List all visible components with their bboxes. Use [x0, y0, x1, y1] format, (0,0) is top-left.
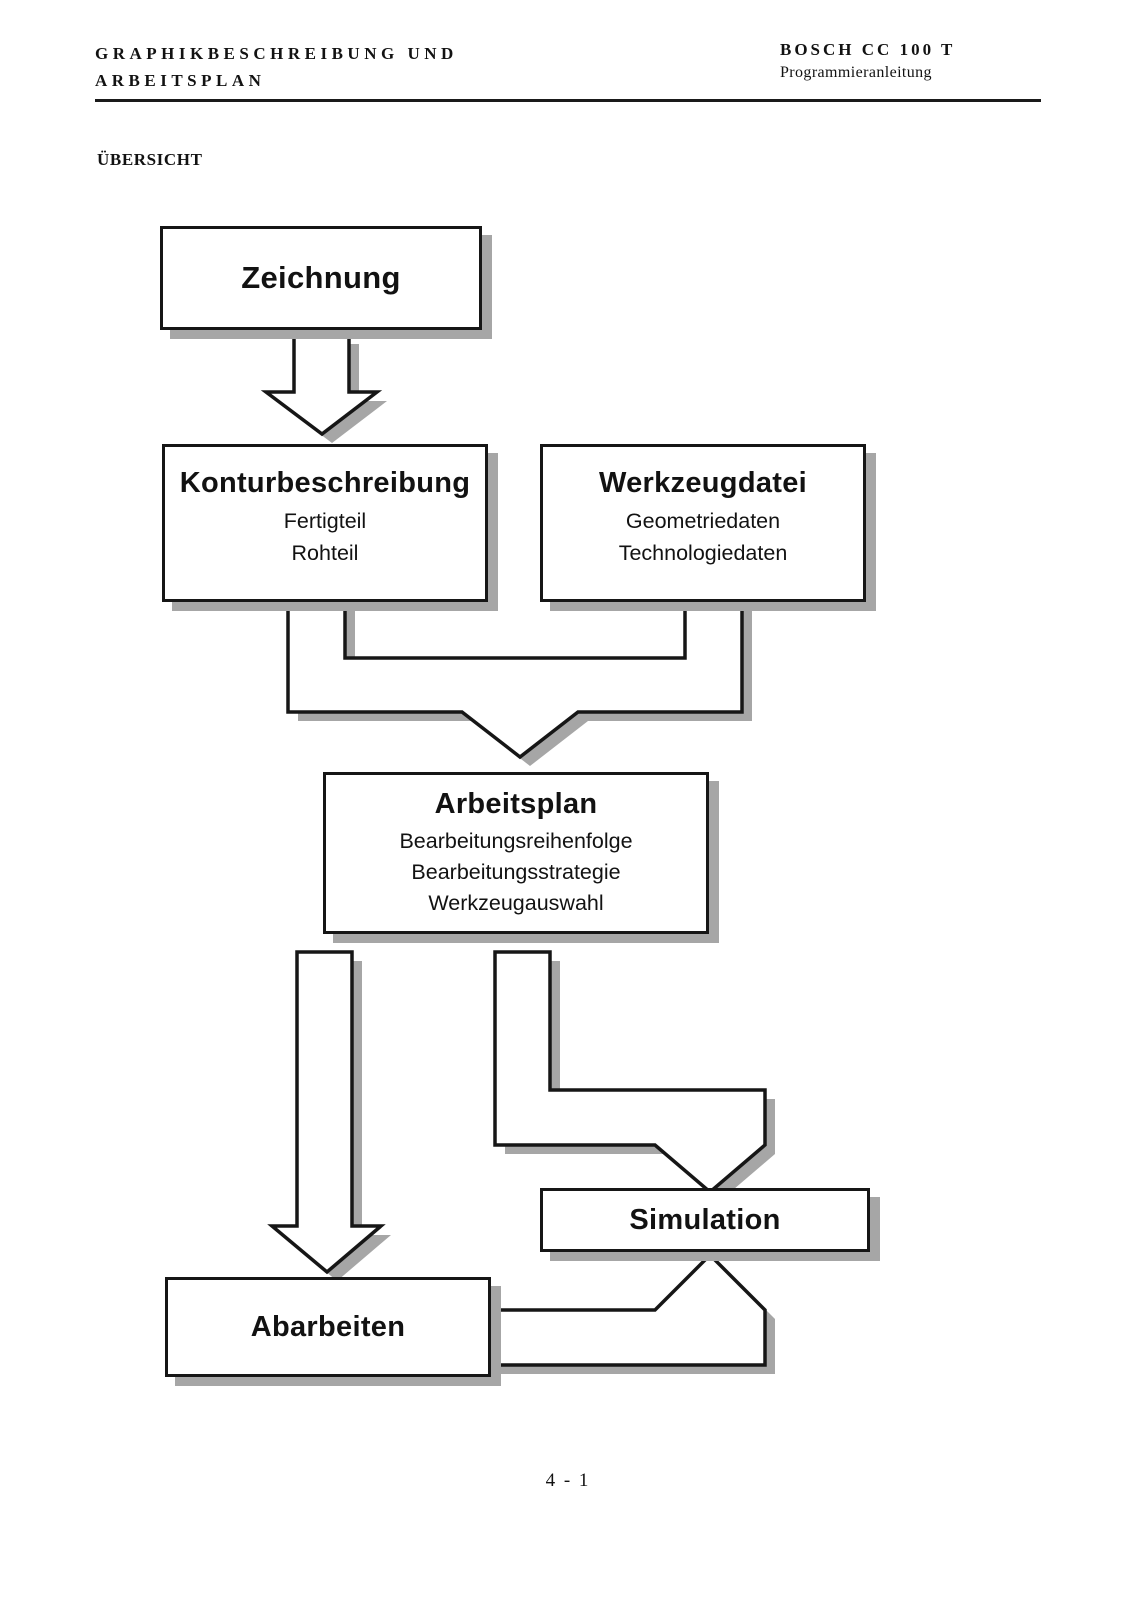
- node-abarbeiten: [165, 1277, 491, 1377]
- node-arbeitsplan-line: Bearbeitungsreihenfolge: [399, 829, 633, 853]
- node-werkzeugdatei-line: Geometriedaten: [625, 509, 781, 533]
- brand-subtitle: Programmieranleitung: [780, 64, 932, 81]
- node-konturbeschreibung-line: Fertigteil: [283, 509, 367, 533]
- node-arbeitsplan: [323, 772, 709, 934]
- section-label: ÜBERSICHT: [97, 150, 203, 169]
- node-simulation: [540, 1188, 870, 1252]
- node-werkzeugdatei-line: Technologiedaten: [618, 541, 788, 566]
- node-zeichnung-title: Zeichnung: [241, 260, 401, 295]
- node-arbeitsplan-line: Bearbeitungsstrategie: [411, 860, 621, 885]
- arrow-arbeitsplan-to-abarbeiten: [272, 952, 381, 1272]
- node-abarbeiten-title: Abarbeiten: [250, 1310, 406, 1343]
- arrow-arbeitsplan-to-simulation: [495, 952, 765, 1192]
- node-zeichnung: [160, 226, 482, 330]
- node-konturbeschreibung-title: Konturbeschreibung: [179, 467, 471, 499]
- header-title-line2: ARBEITSPLAN: [95, 71, 266, 91]
- page-number: 4 - 1: [545, 1470, 591, 1491]
- arrow-abarbeiten-to-simulation: [485, 1255, 765, 1365]
- connector-merge-to-arbeitsplan: [288, 600, 742, 757]
- node-konturbeschreibung: [162, 444, 488, 602]
- node-arbeitsplan-line: Werkzeugauswahl: [428, 891, 604, 916]
- node-werkzeugdatei-title: Werkzeugdatei: [598, 467, 808, 499]
- header-title-line1: GRAPHIKBESCHREIBUNG UND: [95, 44, 458, 63]
- node-werkzeugdatei: [540, 444, 866, 602]
- brand-name: BOSCH CC 100 T: [780, 40, 956, 59]
- node-konturbeschreibung-line: Rohteil: [291, 541, 359, 566]
- node-simulation-title: Simulation: [629, 1203, 781, 1236]
- node-arbeitsplan-title: Arbeitsplan: [434, 788, 598, 820]
